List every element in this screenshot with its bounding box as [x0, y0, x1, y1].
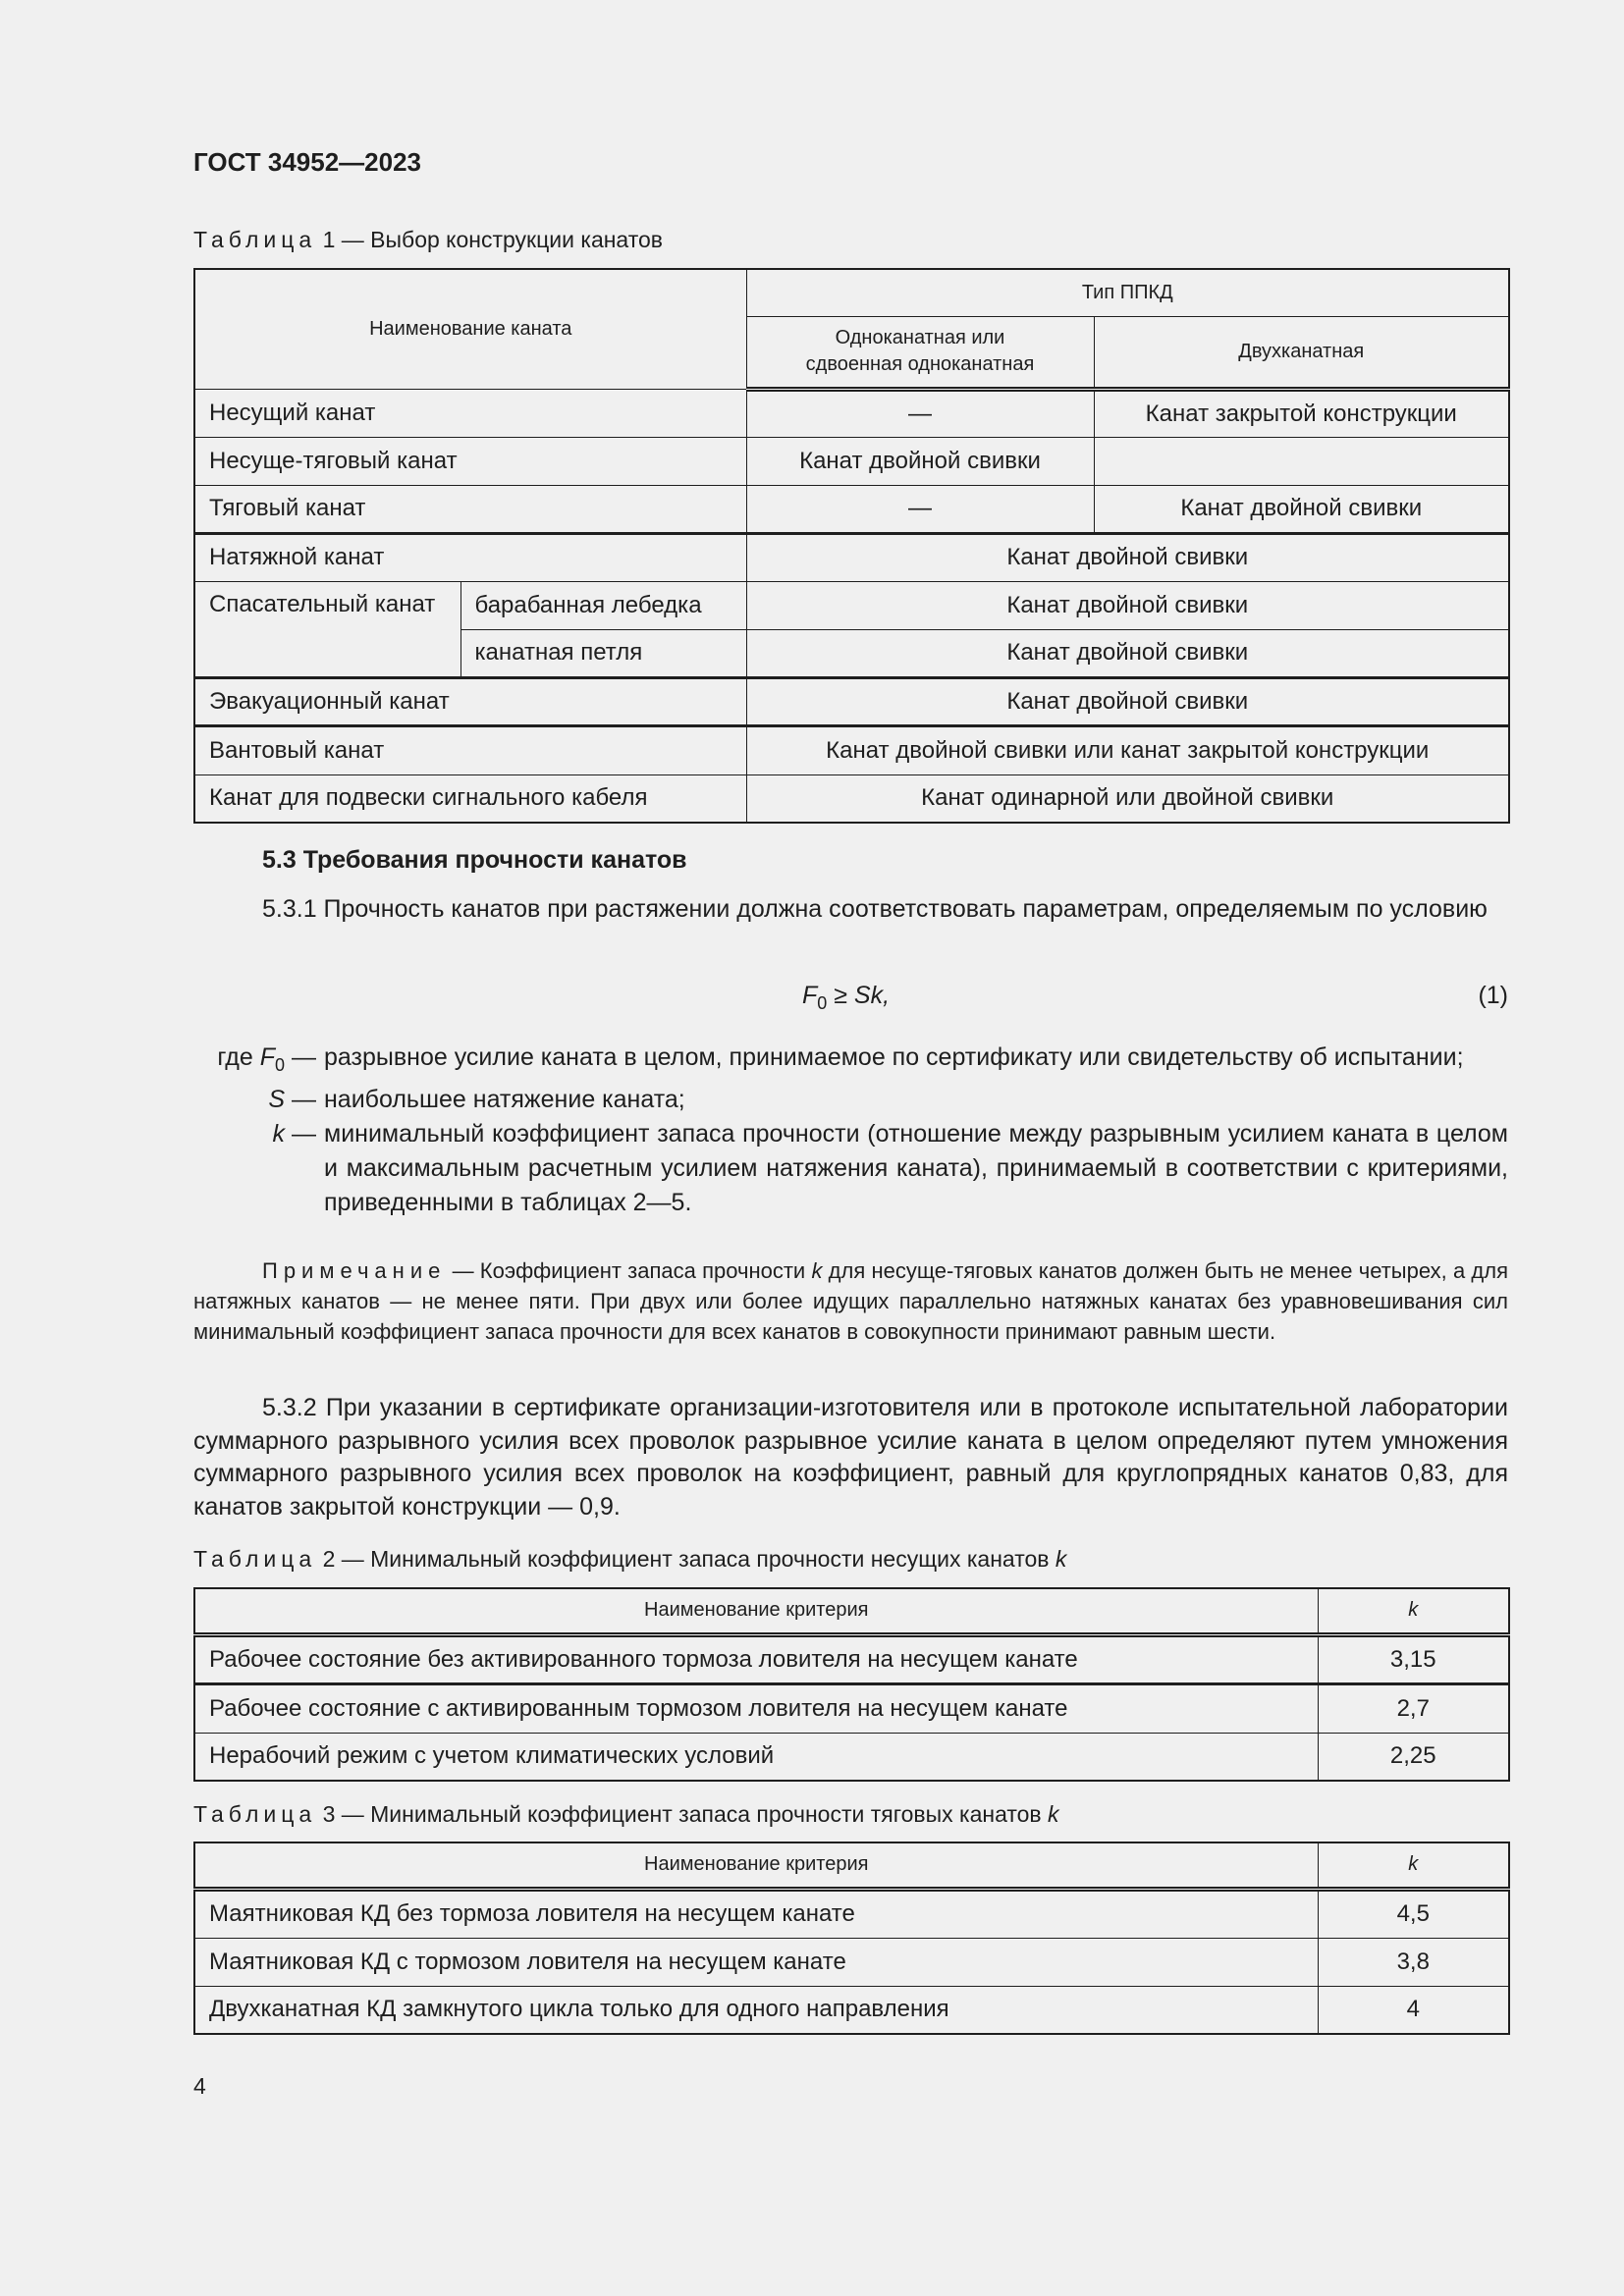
def-dash: —	[285, 1120, 316, 1148]
cell: Канат двойной свивки или канат закрытой конструкции	[746, 725, 1509, 774]
formula-lhs: F	[802, 982, 818, 1009]
table1	[193, 268, 1508, 824]
table-row	[194, 1986, 1509, 2034]
caption-symbol: k	[1055, 1546, 1067, 1572]
caption-text: 2 — Минимальный коэффициент запаса прочности несущих канатов	[316, 1546, 1056, 1572]
cell: Канат одинарной или двойной свивки	[746, 774, 1509, 823]
table-row	[194, 1889, 1509, 1938]
cell: Рабочее состояние с активированным тормозом ловителя на несущем канате	[194, 1683, 1318, 1733]
section-heading: 5.3 Требования прочности канатов	[262, 846, 687, 874]
table-row	[194, 437, 1509, 485]
table-row	[194, 1683, 1509, 1733]
cell: Нерабочий режим с учетом климатических условий	[194, 1733, 1318, 1781]
def-text: разрывное усилие каната в целом, принимаемое по сертификату или свидетельству об испытании;	[324, 1043, 1464, 1071]
cell: Канат двойной свивки	[746, 629, 1509, 677]
col-header-name: Наименование каната	[194, 269, 746, 389]
page-number: 4	[193, 2073, 206, 2099]
col-header-single: Одноканатная или сдвоенная одноканатная	[746, 316, 1094, 389]
table-row	[194, 1733, 1509, 1781]
cell: 2,25	[1318, 1733, 1509, 1781]
caption-text: 1 — Выбор конструкции канатов	[316, 227, 664, 252]
k-symbol: k	[1408, 1853, 1419, 1876]
cell: барабанная лебедка	[460, 581, 746, 629]
cell: Вантовый канат	[194, 725, 746, 774]
note-label: Примечание	[262, 1258, 447, 1283]
cell: Несуще-тяговый канат	[194, 437, 746, 485]
table-row	[194, 774, 1509, 823]
cell: Спасательный канат	[194, 581, 460, 677]
col-header-k	[1318, 1588, 1509, 1634]
cell: Несущий канат	[194, 389, 746, 437]
note-text: для несуще-тяговых канатов должен быть не менее четырех, а для натяжных канатов — не менее пяти. При двух или более идущих параллельно натяжных канатах без уравновешивания сил минимальный коэффициент запаса прочности для всех канатов в совокупности принимают равным шести.	[193, 1258, 1508, 1344]
cell: Канат двойной свивки	[746, 677, 1509, 725]
def-prefix: где	[217, 1043, 260, 1071]
caption-label: Таблица	[193, 227, 317, 252]
table1-caption	[193, 227, 1508, 253]
col-header-k	[1318, 1842, 1509, 1889]
cell: Эвакуационный канат	[194, 677, 746, 725]
formula-rhs: ≥ Sk,	[827, 982, 891, 1009]
cell: 2,7	[1318, 1683, 1509, 1733]
caption-text: 3 — Минимальный коэффициент запаса прочности тяговых канатов	[316, 1801, 1049, 1827]
cell: 4,5	[1318, 1889, 1509, 1938]
col-header-criterion: Наименование критерия	[194, 1588, 1318, 1634]
note-text: — Коэффициент запаса прочности	[446, 1258, 812, 1283]
k-symbol: k	[1408, 1599, 1419, 1622]
cell: Натяжной канат	[194, 533, 746, 581]
def-sub: 0	[275, 1055, 286, 1075]
cell: Канат двойной свивки	[1094, 485, 1509, 533]
cell: Канат для подвески сигнального кабеля	[194, 774, 746, 823]
cell: Канат двойной свивки	[746, 437, 1094, 485]
def-text: наибольшее натяжение каната;	[324, 1086, 685, 1113]
def-symbol: F	[259, 1043, 276, 1071]
table-row	[194, 581, 1509, 629]
cell	[1094, 437, 1509, 485]
def-symbol: k	[272, 1120, 286, 1148]
definitions	[193, 1041, 1508, 1220]
cell: Канат закрытой конструкции	[1094, 389, 1509, 437]
table3-caption	[193, 1801, 1508, 1828]
table-row	[194, 485, 1509, 533]
cell: —	[746, 389, 1094, 437]
definition-item	[193, 1117, 1508, 1220]
note-symbol: k	[811, 1258, 823, 1283]
caption-symbol: k	[1048, 1801, 1059, 1827]
formula-expression	[802, 982, 890, 1014]
col-header-double: Двухканатная	[1094, 316, 1509, 389]
table-row	[194, 1634, 1509, 1683]
caption-label: Таблица	[193, 1801, 317, 1827]
def-dash: —	[285, 1086, 316, 1113]
document-header: ГОСТ 34952—2023	[193, 147, 421, 177]
cell: 3,8	[1318, 1938, 1509, 1986]
table2	[193, 1587, 1508, 1782]
cell: Маятниковая КД без тормоза ловителя на несущем канате	[194, 1889, 1318, 1938]
def-dash: —	[285, 1043, 316, 1071]
cell: —	[746, 485, 1094, 533]
cell: Канат двойной свивки	[746, 581, 1509, 629]
cell: Тяговый канат	[194, 485, 746, 533]
cell: 4	[1318, 1986, 1509, 2034]
cell: Рабочее состояние без активированного тормоза ловителя на несущем канате	[194, 1634, 1318, 1683]
table-row	[194, 677, 1509, 725]
table3	[193, 1842, 1508, 2035]
table2-caption	[193, 1546, 1508, 1573]
paragraph-5-3-1: 5.3.1 Прочность канатов при растяжении должна соответствовать параметрам, определяемым по условию	[262, 895, 1488, 923]
paragraph-5-3-2: 5.3.2 При указании в сертификате организации-изготовителя или в протоколе испытательной лаборатории суммарного разрывного усилия всех проволок разрывное усилие каната в целом определяют путем умножения суммарного разрывного усилия всех проволок на коэффициент, равный для круглопрядных канатов 0,83, для канатов закрытой конструкции — 0,9.	[193, 1394, 1508, 1521]
table-row	[194, 533, 1509, 581]
cell: Маятниковая КД с тормозом ловителя на несущем канате	[194, 1938, 1318, 1986]
formula	[193, 982, 1508, 1017]
def-text: минимальный коэффициент запаса прочности (отношение между разрывным усилием каната в целом и максимальным расчетным усилием натяжения каната), принимаемый в соответствии с критериями, приведенными в таблицах 2—5.	[324, 1120, 1508, 1216]
formula-sub: 0	[817, 993, 828, 1013]
cell: 3,15	[1318, 1634, 1509, 1683]
definition-item	[193, 1083, 1508, 1117]
table-row	[194, 725, 1509, 774]
cell: Двухканатная КД замкнутого цикла только для одного направления	[194, 1986, 1318, 2034]
cell: Канат двойной свивки	[746, 533, 1509, 581]
col-header-criterion: Наименование критерия	[194, 1842, 1318, 1889]
note	[193, 1255, 1508, 1347]
formula-number: (1)	[1478, 982, 1508, 1009]
cell: канатная петля	[460, 629, 746, 677]
definition-item	[193, 1041, 1508, 1083]
caption-label: Таблица	[193, 1546, 317, 1572]
def-symbol: S	[268, 1086, 286, 1113]
col-header-type: Тип ППКД	[746, 269, 1509, 316]
table-row	[194, 1938, 1509, 1986]
table-row	[194, 389, 1509, 437]
